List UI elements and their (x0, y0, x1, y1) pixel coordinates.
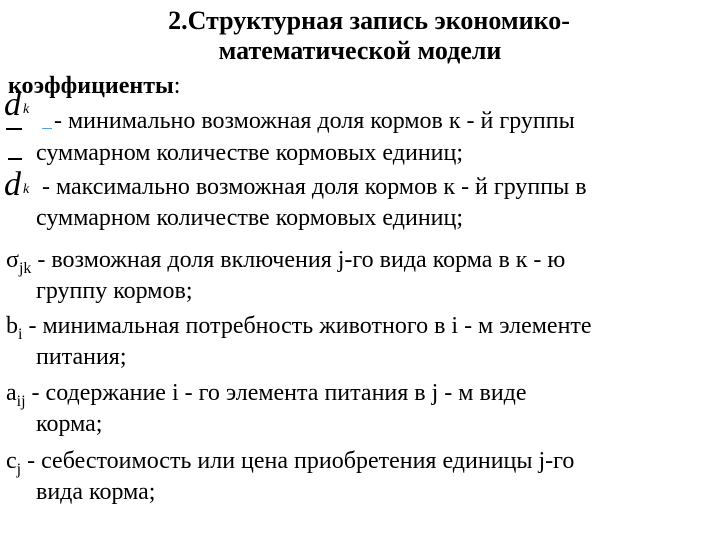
c-subscript: j (16, 461, 22, 478)
sigma-item-line-2: группу кормов; (36, 278, 193, 304)
c-item-line-2: вида корма; (36, 479, 156, 505)
a-text: - содержание i - го элемента питания в j - м виде (25, 380, 527, 406)
d-min-letter: d (4, 86, 21, 123)
a-symbol: a (6, 380, 17, 406)
sigma-subscript: jk (18, 260, 32, 277)
d-max-line-1: - максимально возможная доля кормов к - й группы в (42, 174, 587, 200)
slide-title (0, 6, 720, 66)
b-item-line-2: питания; (36, 344, 127, 370)
b-symbol: b (6, 313, 18, 339)
a-subscript: ij (16, 393, 26, 410)
b-text: - минимальная потребность животного в i - м элементе (22, 313, 592, 339)
d-max-line-2: суммарном количестве кормовых единиц; (36, 205, 464, 231)
d-min-underline (6, 128, 22, 130)
d-min-line-2: суммарном количестве кормовых единиц; (36, 140, 464, 166)
title-line-1: 2.Структурная запись экономико- (168, 6, 570, 35)
c-symbol: c (6, 448, 17, 474)
title-line-2: математической модели (218, 36, 502, 65)
d-max-index: k (23, 182, 30, 197)
d-min-symbol (4, 88, 29, 122)
c-text: - себестоимость или цена приобретения единицы j-го (21, 448, 575, 474)
d-min-continuation-dash (8, 158, 22, 160)
d-min-line-1: - минимально возможная доля кормов к - й группы (54, 108, 575, 134)
d-max-symbol (4, 168, 29, 202)
d-min-index: k (23, 102, 30, 117)
coefficients-heading (8, 72, 180, 100)
d-max-letter: d (4, 166, 21, 203)
a-item-line-2: корма; (36, 411, 103, 437)
coefficients-colon: : (173, 73, 181, 99)
d-min-blue-underline (42, 128, 52, 129)
coefficients-label: коэффициенты (8, 73, 174, 99)
b-subscript: i (18, 326, 23, 343)
sigma-symbol: σ (6, 247, 19, 273)
sigma-text: - возможная доля включения j-го вида корма в к - ю (31, 247, 566, 273)
